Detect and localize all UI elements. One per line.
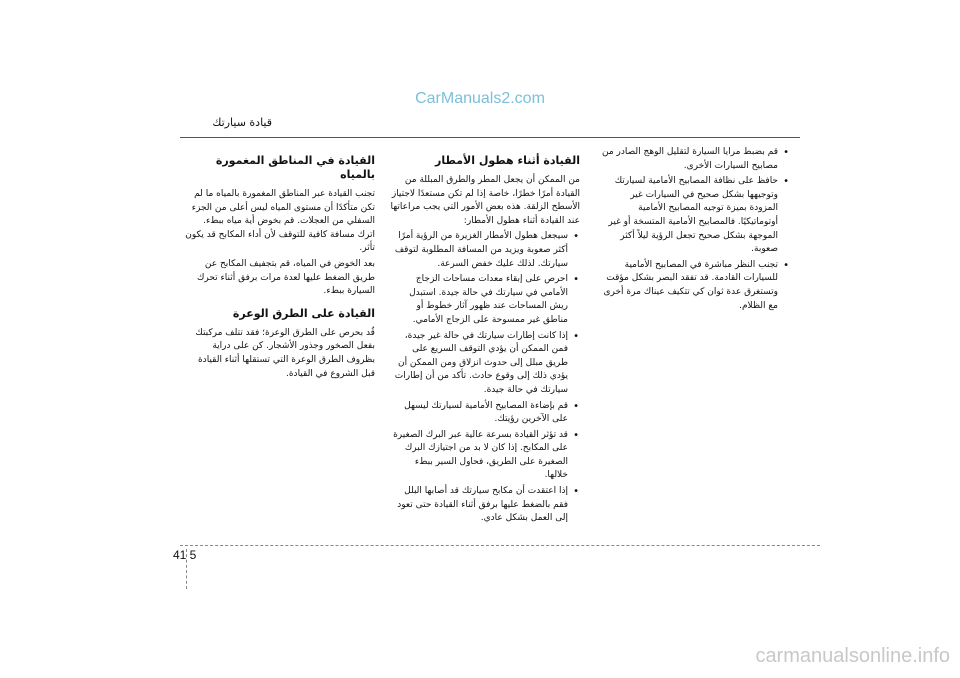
list-item: • قم بإضاءة المصابيح الأمامية لسيارتك ليسهل على الآخرين رؤيتك. [390, 400, 568, 427]
footer-divider [180, 545, 820, 546]
list-item: • احرص على إبقاء معدات مساحات الزجاج الأمامي في سيارتك في حالة جيدة. استبدل ريش المساحات عند ظهور آثار خطوط أو مناطق غير ممسوحة على الزجاج الأمامي. [390, 273, 568, 327]
watermark-carmanuals2: CarManuals2.com [415, 90, 545, 107]
column-flooded-offroad [185, 146, 375, 383]
list-item: • إذا كانت إطارات سيارتك في حالة غير جيدة، فمن الممكن أن يؤدي التوقف السريع على طريق مبلل إلى حدوث انزلاق ومن الممكن أن يؤدي ذلك إلى وقوع حادث. تأكد من أن إطارات سيارتك في حالة جيدة. [390, 330, 568, 398]
section-title-flooded: القيادة في المناطق المغمورة بالمياه [215, 154, 375, 181]
list-item: • تجنب النظر مباشرة في المصابيح الأمامية للسيارات القادمة. قد تفقد البصر بشكل مؤقت وتستغرق عدة ثوان كي تتكيف عيناك مرة أخرى مع الظلام. [600, 259, 778, 313]
page-header-title: قيادة سيارتك [212, 116, 272, 129]
list-item: • سيجعل هطول الأمطار الغزيرة من الرؤية أمرًا أكثر صعوبة ويزيد من المسافة المطلوبة لتوقف سيارتك. لذلك عليك خفض السرعة. [390, 230, 568, 271]
list-item: • حافظ على نظافة المصابيح الأمامية لسيارتك وتوجيهها بشكل صحيح في السيارات غير المزودة بميزة توجيه المصابيح الأمامية أوتوماتيكيًا. فالمصابيح الأمامية المتسخة أو غير الموجهة بشكل صحيح تجعل الرؤية ليلاً أكثر صعوبة. [600, 175, 778, 257]
section-title-rain: القيادة أثناء هطول الأمطار [435, 154, 580, 167]
section-body-flooded: تجنب القيادة عبر المناطق المغمورة بالمياه ما لم تكن متأكدًا أن مستوى المياه ليس أعلى من الجزء السفلي من العجلات. قم بخوض أية مياه ببطء. اترك مسافة كافية للتوقف لأن أداء المكابح قد يكون تأثر. [185, 189, 375, 254]
list-item: • قد تؤثر القيادة بسرعة عالية عبر البرك الصغيرة على المكابح. إذا كان لا بد من اجتيازك البرك الصغيرة على الطريق، فحاول السير ببطء خلالها. [390, 429, 568, 483]
section-title-offroad: القيادة على الطرق الوعرة [232, 306, 375, 320]
list-item: • قم بضبط مرايا السيارة لتقليل الوهج الصادر من مصابيح السيارات الأخرى. [600, 146, 778, 173]
rain-tips-list [390, 230, 580, 525]
section-body-offroad: قُد بحرص على الطرق الوعرة؛ فقد تتلف مركبتك بفعل الصخور وجذور الأشجار. كن على دراية بظروف الطرق الوعرة التي تستقلها أثناء القيادة قبل الشروع في القيادة. [195, 327, 375, 379]
page-number-divider [186, 549, 187, 589]
column-rain-driving [390, 146, 580, 528]
page-number: 41 5 [173, 548, 197, 562]
watermark-carmanualsonline: carmanualsonline.info [755, 645, 950, 667]
glare-tips-list [600, 146, 790, 313]
section-intro-rain: من الممكن أن يجعل المطر والطرق المبللة من القيادة أمرًا خطرًا، خاصة إذا لم تكن مستعدًا لاجتياز الأسطح الزلقة. هذه بعض الأمور التي يجب مراعاتها عند القيادة أثناء هطول الأمطار: [390, 175, 580, 226]
section-body-flooded-2: بعد الخوض في المياه، قم بتجفيف المكابح عن طريق الضغط عليها لعدة مرات برفق أثناء تحرك السيارة ببطء. [196, 258, 375, 297]
header-divider [180, 137, 800, 138]
column-right-bullets [600, 146, 790, 315]
list-item: • إذا اعتقدت أن مكابح سيارتك قد أصابها البلل فقم بالضغط عليها برفق أثناء القيادة حتى تعود إلى العمل بشكل عادي. [390, 485, 568, 526]
